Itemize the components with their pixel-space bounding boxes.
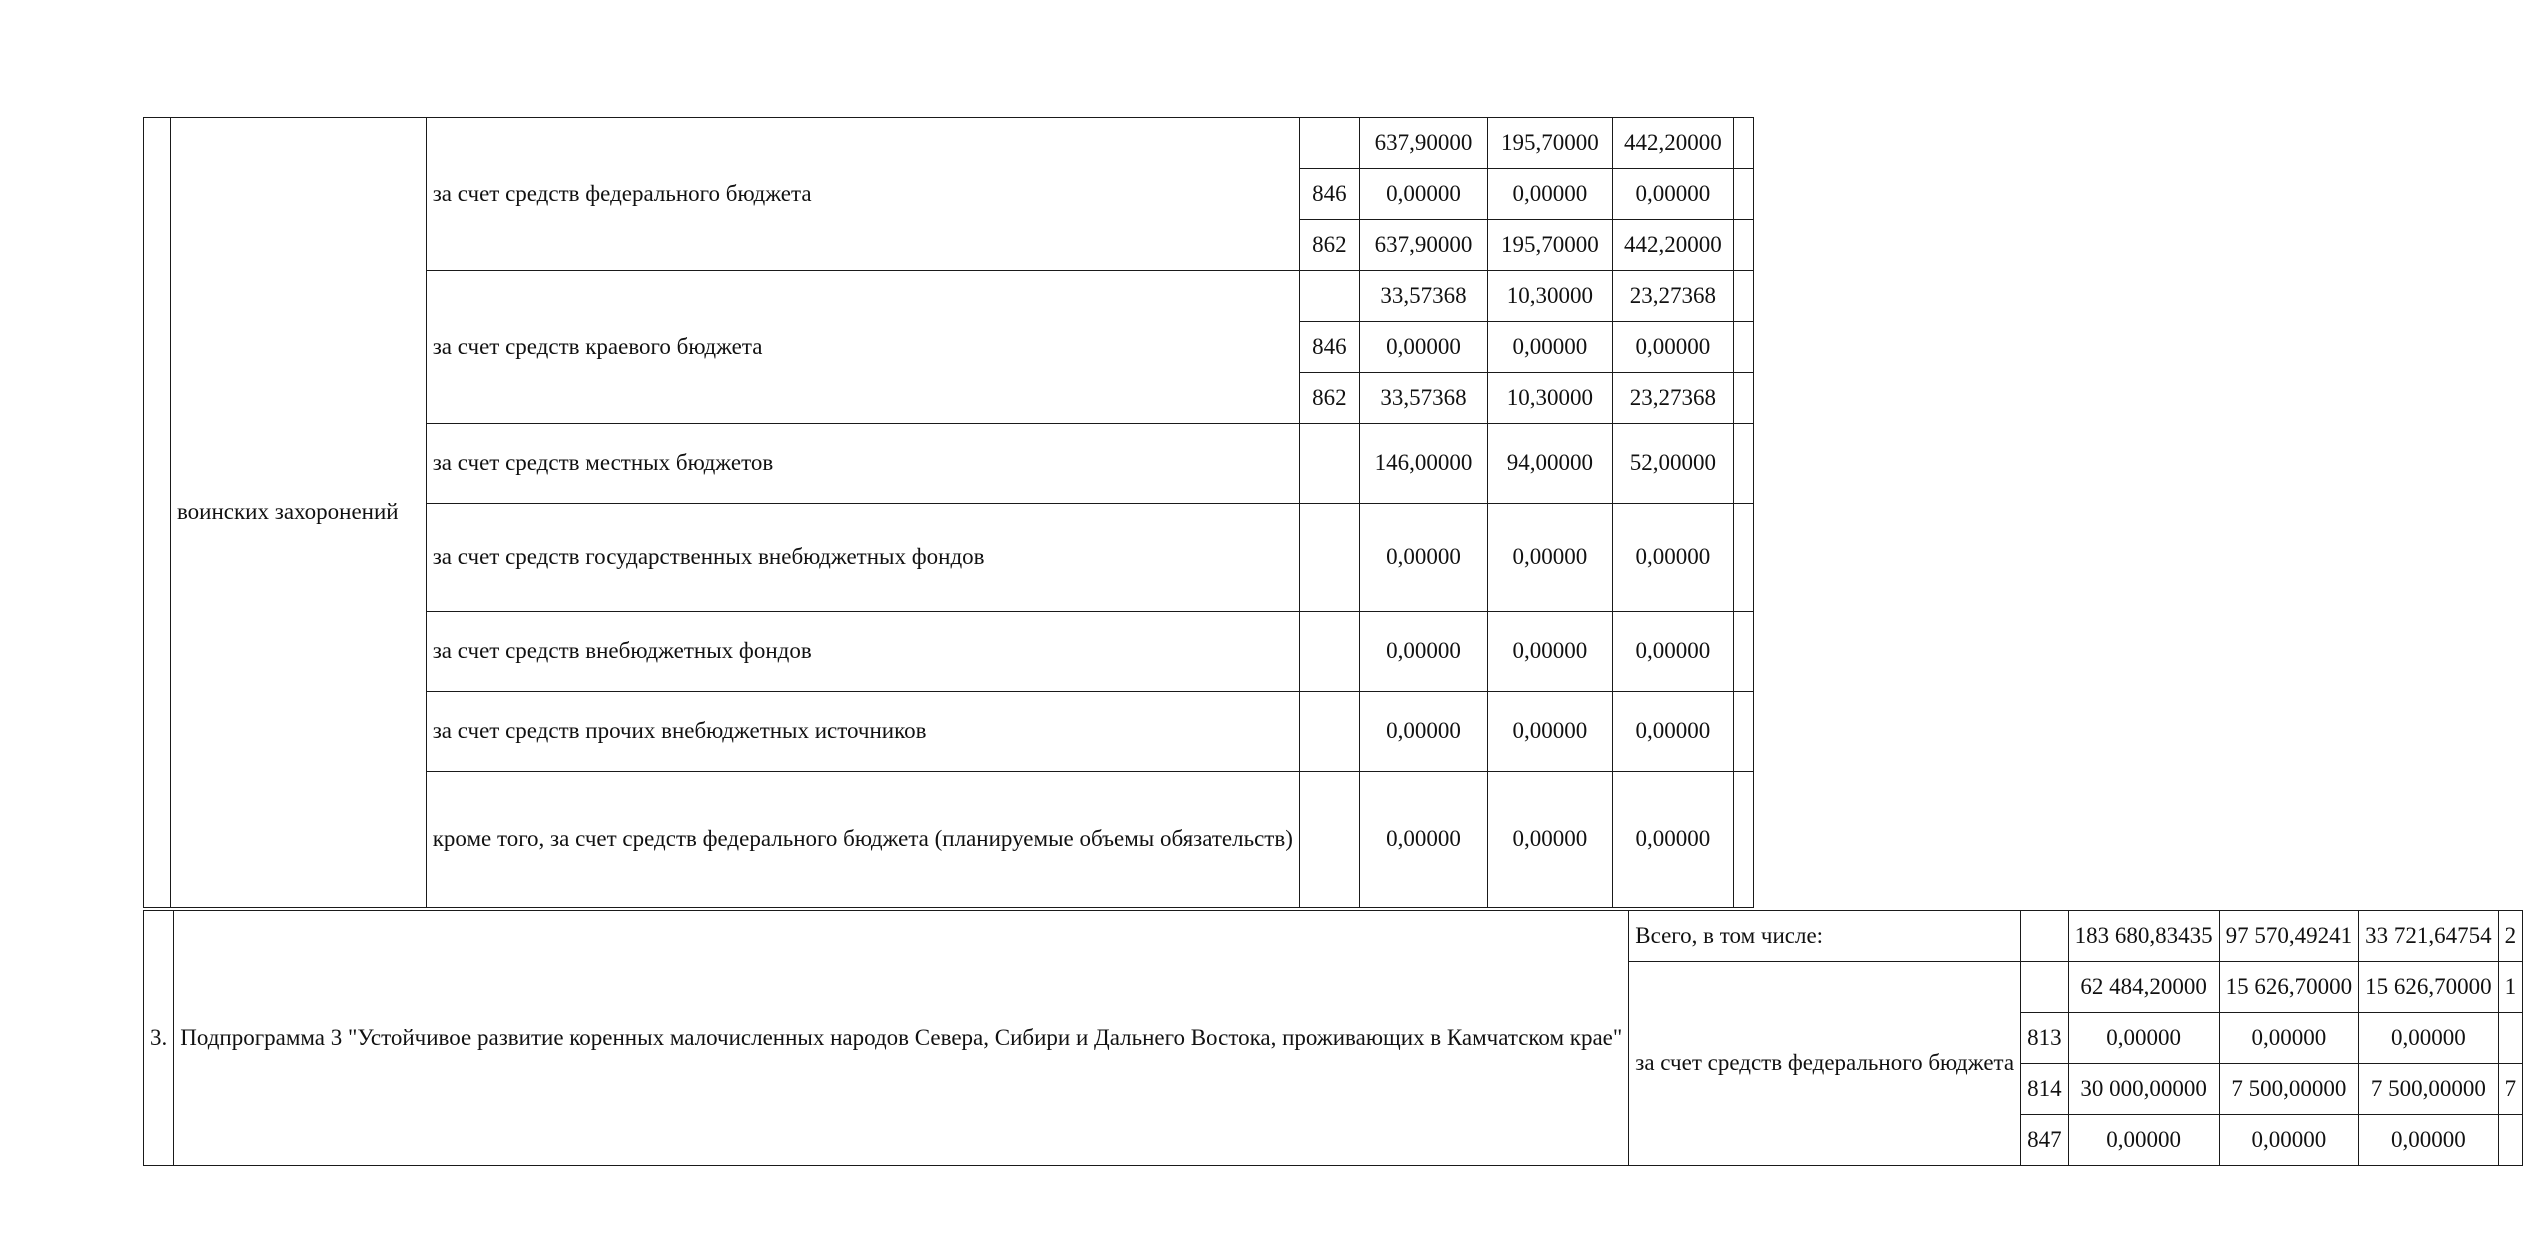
value-cell-cut: [1734, 504, 1754, 612]
value-cell: 0,00000: [1488, 772, 1612, 908]
source-regional-label: за счет средств краевого бюджета: [426, 271, 1299, 424]
code-cell: 847: [2021, 1115, 2069, 1166]
index-cell: 3.: [144, 911, 174, 1166]
code-cell: [1299, 612, 1359, 692]
code-cell: [1299, 772, 1359, 908]
value-cell: 0,00000: [1612, 772, 1734, 908]
source-total-label: Всего, в том числе:: [1629, 911, 2021, 962]
value-cell: 0,00000: [1612, 322, 1734, 373]
value-cell: 0,00000: [1359, 772, 1487, 908]
code-cell: [2021, 962, 2069, 1013]
value-cell-cut: [1734, 373, 1754, 424]
value-cell: 33,57368: [1359, 373, 1487, 424]
value-cell: 0,00000: [2219, 1013, 2359, 1064]
value-cell: 0,00000: [2359, 1115, 2499, 1166]
code-cell: [2021, 911, 2069, 962]
value-cell: 183 680,83435: [2068, 911, 2219, 962]
value-cell: 94,00000: [1488, 424, 1612, 504]
value-cell: 7 500,00000: [2359, 1064, 2499, 1115]
value-cell: 7 500,00000: [2219, 1064, 2359, 1115]
value-cell-cut: 7: [2498, 1064, 2523, 1115]
value-cell-cut: [1734, 220, 1754, 271]
source-extra-funds-label: за счет средств внебюджетных фондов: [426, 612, 1299, 692]
index-cell: [144, 118, 171, 908]
value-cell: 30 000,00000: [2068, 1064, 2219, 1115]
value-cell: 0,00000: [2068, 1115, 2219, 1166]
value-cell: 637,90000: [1359, 220, 1487, 271]
value-cell-cut: 1: [2498, 962, 2523, 1013]
value-cell-cut: [1734, 169, 1754, 220]
code-cell: 814: [2021, 1064, 2069, 1115]
value-cell-cut: [1734, 271, 1754, 322]
code-cell: [1299, 118, 1359, 169]
source-planned-label: кроме того, за счет средств федерального бюджета (планируемые объемы обязательств): [426, 772, 1299, 908]
value-cell: 0,00000: [1612, 169, 1734, 220]
code-cell: [1299, 271, 1359, 322]
value-cell: 62 484,20000: [2068, 962, 2219, 1013]
value-cell: 0,00000: [2359, 1013, 2499, 1064]
value-cell: 0,00000: [1359, 322, 1487, 373]
value-cell-cut: 2: [2498, 911, 2523, 962]
value-cell: 195,70000: [1488, 118, 1612, 169]
value-cell: 0,00000: [1359, 612, 1487, 692]
value-cell: 0,00000: [1359, 692, 1487, 772]
budget-table-section-3: [143, 910, 2523, 1166]
table-row: [144, 118, 1754, 169]
value-cell: 15 626,70000: [2219, 962, 2359, 1013]
value-cell: 0,00000: [1359, 504, 1487, 612]
value-cell: 33,57368: [1359, 271, 1487, 322]
value-cell: 0,00000: [1488, 692, 1612, 772]
source-state-funds-label: за счет средств государственных внебюджетных фондов: [426, 504, 1299, 612]
code-cell: 846: [1299, 322, 1359, 373]
value-cell: 0,00000: [1488, 322, 1612, 373]
value-cell: 10,30000: [1488, 271, 1612, 322]
source-federal-label: за счет средств федерального бюджета: [426, 118, 1299, 271]
value-cell: 442,20000: [1612, 220, 1734, 271]
value-cell: 52,00000: [1612, 424, 1734, 504]
value-cell: 442,20000: [1612, 118, 1734, 169]
value-cell-cut: [1734, 424, 1754, 504]
value-cell: 0,00000: [1612, 692, 1734, 772]
value-cell: 10,30000: [1488, 373, 1612, 424]
code-cell: [1299, 424, 1359, 504]
value-cell: 0,00000: [2068, 1013, 2219, 1064]
value-cell: 637,90000: [1359, 118, 1487, 169]
value-cell: 0,00000: [1488, 612, 1612, 692]
value-cell-cut: [1734, 612, 1754, 692]
code-cell: [1299, 504, 1359, 612]
source-federal-label: за счет средств федерального бюджета: [1629, 962, 2021, 1166]
value-cell: 195,70000: [1488, 220, 1612, 271]
source-other-label: за счет средств прочих внебюджетных источников: [426, 692, 1299, 772]
code-cell: 846: [1299, 169, 1359, 220]
value-cell: 23,27368: [1612, 271, 1734, 322]
value-cell: 0,00000: [1488, 504, 1612, 612]
value-cell: 15 626,70000: [2359, 962, 2499, 1013]
value-cell: 33 721,64754: [2359, 911, 2499, 962]
value-cell: 0,00000: [1359, 169, 1487, 220]
code-cell: [1299, 692, 1359, 772]
value-cell-cut: [1734, 322, 1754, 373]
value-cell: 23,27368: [1612, 373, 1734, 424]
value-cell: 146,00000: [1359, 424, 1487, 504]
value-cell: 0,00000: [1612, 504, 1734, 612]
value-cell-cut: [1734, 772, 1754, 908]
value-cell: 0,00000: [2219, 1115, 2359, 1166]
value-cell-cut: [2498, 1115, 2523, 1166]
budget-table: [143, 117, 1754, 908]
code-cell: 862: [1299, 220, 1359, 271]
table-row: [144, 911, 2523, 962]
code-cell: 862: [1299, 373, 1359, 424]
value-cell-cut: [1734, 692, 1754, 772]
source-local-label: за счет средств местных бюджетов: [426, 424, 1299, 504]
value-cell: 0,00000: [1488, 169, 1612, 220]
value-cell: 97 570,49241: [2219, 911, 2359, 962]
code-cell: 813: [2021, 1013, 2069, 1064]
value-cell-cut: [1734, 118, 1754, 169]
program-name-cell: Подпрограмма 3 "Устойчивое развитие коренных малочисленных народов Севера, Сибири и Дальнего Востока, проживающих в Камчатском крае": [174, 911, 1629, 1166]
value-cell: 0,00000: [1612, 612, 1734, 692]
program-name-cell: воинских захоронений: [170, 118, 426, 908]
value-cell-cut: [2498, 1013, 2523, 1064]
